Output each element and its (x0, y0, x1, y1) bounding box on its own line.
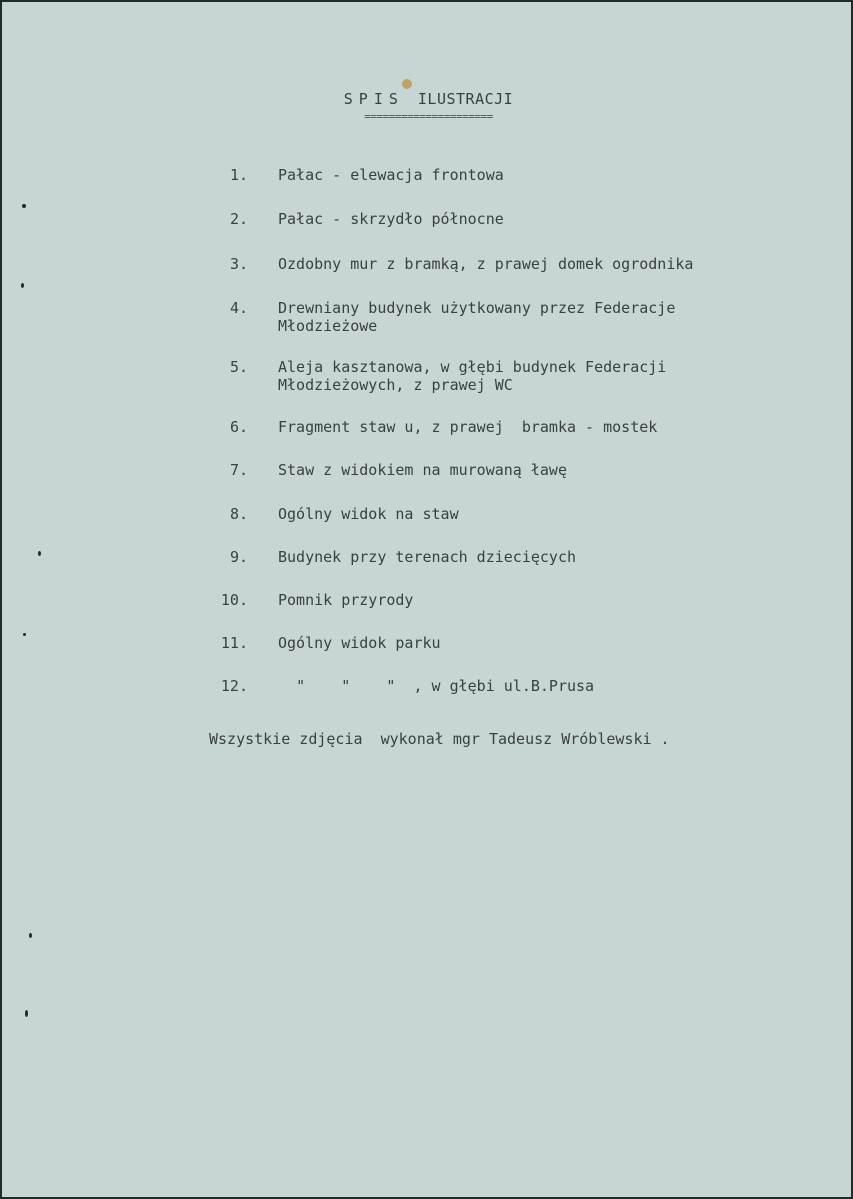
item-line-2: Młodzieżowe (278, 317, 378, 335)
item-text (278, 418, 798, 436)
item-text (278, 299, 798, 335)
item-line-2: Młodzieżowych, z prawej WC (278, 376, 513, 394)
item-text (278, 677, 798, 695)
paper-speck (22, 204, 26, 208)
paper-speck (21, 283, 24, 288)
paper-speck (23, 633, 26, 636)
item-number: 5. (229, 358, 248, 376)
page-title (2, 90, 853, 108)
title-underline: ===================== (364, 110, 493, 123)
item-text (278, 210, 798, 228)
title-spis: SPIS (343, 90, 404, 108)
item-number: 6. (229, 418, 248, 436)
punch-hole-mark (402, 79, 412, 89)
item-line-1: Pałac - skrzydło północne (278, 210, 504, 228)
item-line-1: Ogólny widok parku (278, 634, 441, 652)
item-line-1: Pałac - elewacja frontowa (278, 166, 504, 184)
item-text (278, 548, 798, 566)
item-number: 4. (229, 299, 248, 317)
item-number: 3. (229, 255, 248, 273)
item-line-1: Ogólny widok na staw (278, 505, 459, 523)
item-line-1: " " " , w głębi ul.B.Prusa (278, 677, 595, 695)
item-line-1: Aleja kasztanowa, w głębi budynek Federacji (278, 358, 667, 376)
item-text (278, 358, 798, 394)
item-number: 7. (229, 461, 248, 479)
item-line-1: Staw z widokiem na murowaną ławę (278, 461, 567, 479)
photo-credit: Wszystkie zdjęcia wykonał mgr Tadeusz Wróblewski . (209, 730, 670, 748)
paper-speck (29, 933, 32, 938)
item-number: 11. (220, 634, 248, 652)
item-number: 1. (229, 166, 248, 184)
item-number: 12. (220, 677, 248, 695)
item-line-1: Fragment staw u, z prawej bramka - mostek (278, 418, 658, 436)
item-text (278, 255, 798, 273)
item-text (278, 166, 798, 184)
item-number: 8. (229, 505, 248, 523)
item-line-1: Budynek przy terenach dziecięcych (278, 548, 577, 566)
paper-speck (25, 1010, 28, 1017)
item-number: 2. (229, 210, 248, 228)
item-line-1: Ozdobny mur z bramką, z prawej domek ogrodnika (278, 255, 694, 273)
item-text (278, 505, 798, 523)
item-text (278, 591, 798, 609)
item-text (278, 634, 798, 652)
title-ilustracji: ILUSTRACJI (417, 90, 514, 108)
item-line-1: Drewniany budynek użytkowany przez Federacje (278, 299, 676, 317)
item-number: 10. (220, 591, 248, 609)
item-text (278, 461, 798, 479)
item-number: 9. (229, 548, 248, 566)
paper-speck (38, 551, 41, 556)
item-line-1: Pomnik przyrody (278, 591, 414, 609)
